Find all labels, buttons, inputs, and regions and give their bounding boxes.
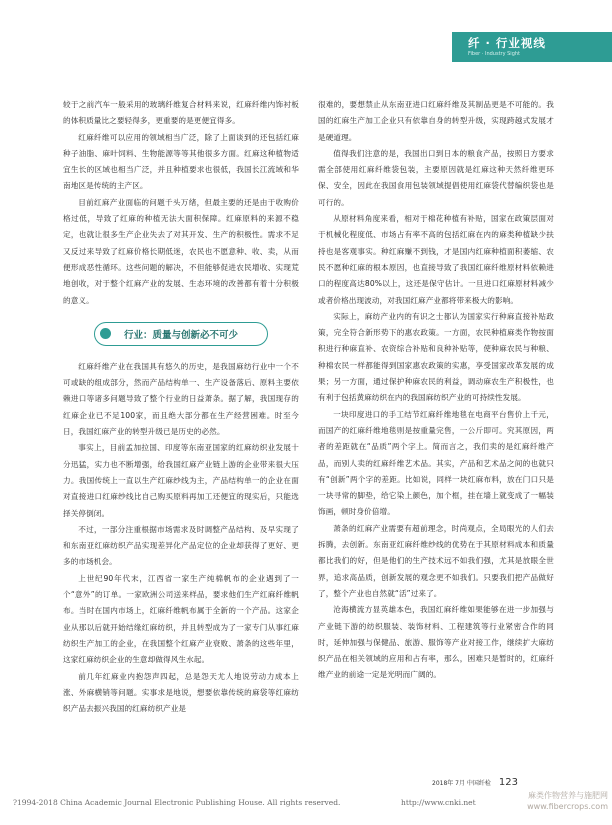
issue-date: 2018年 7月: [432, 780, 465, 787]
paragraph: 一块印度进口的手工结节红麻纤维地毯在电商平台售价上千元，而国产的红麻纤维地毯则是按重量完售，一公斤即可。究其原因，两者的差距就在“品质”两个字上。简而言之，我们卖的是红麻纤维产品，而别人卖的红麻纤维艺术品。其实，产品和艺术品之间的也就只有“创新”两个字的差距。比如说，同样一块红麻布料，放在门口只是一块寻常的脚垫，给它染上颜色，加个框，挂在墙上就变成了一幅装饰画，顿时身价倍增。: [318, 409, 554, 517]
journal-name: 中国纤检: [466, 780, 491, 787]
site-url-link[interactable]: http://www.cnki.net: [401, 798, 476, 807]
paragraph: 较于之前汽车一般采用的玻璃纤维复合材料来说，红麻纤维内饰衬板的体积质量比之要轻得多，更重要的是更便宜得多。: [63, 100, 299, 126]
section-heading-box: [94, 322, 268, 346]
section-heading: 行业：质量与创新必不可少: [123, 329, 238, 341]
paragraph: 很难的，要想禁止从东南亚进口红麻纤维及其制品更是不可能的。我国的红麻生产加工企业只有依靠自身的转型升级，实现跨越式发展才是硬道理。: [318, 100, 554, 142]
paragraph: 红麻纤维产业在我国具有悠久的历史，是我国麻纺行业中一个不可或缺的组成部分，然而产品结构单一、生产设备落后、原料主要依赖进口等诸多问题导致了整个行业的日益萧条。据了解，我国现存的红麻企业已不足100家，而且绝大部分都在生产经营困难。时至今日，我国红麻产业的转型升级已是历史的必然。: [63, 361, 299, 437]
paragraph: 从原材料角度来看，相对于棉花种植有补贴，国家在政策层面对于机械化程度低、市场占有率不高的包括红麻在内的麻类种植缺少扶持也是客观事实。种红麻赚不到钱，才是国内红麻种植面积萎缩、农民不愿种红麻的根本原因，也直接导致了我国红麻纤维原材料依赖进口的程度高达80%以上，这还是保守估计。一旦进口红麻原材料减少或者价格出现波动，对我国红麻产业都将带来极大的影响。: [318, 214, 554, 305]
article-right-column: [318, 97, 554, 684]
article-left-column: [63, 97, 299, 717]
decorative-square-icon: [470, 74, 476, 80]
paragraph: 实际上，麻纺产业内的有识之士都认为国家实行种麻直接补贴政策，完全符合新形势下的惠农政策。一方面，农民种植麻类作物按面积进行种麻直补、农资综合补贴和良种补贴等，使种麻农民与种粮、种棉农民一样都能得到国家惠农政策的实惠，享受国家改革发展的成果；另一方面，通过保护种麻农民的利益，调动麻农生产积极性，也有利于包括黄麻纺织在内的我国麻纺织产业的可持续性发展。: [318, 311, 554, 403]
paragraph: 前几年红麻业内抱怨声四起，总是怨天尤人地说劳动力成本上涨、外麻横销等问题。实事求是地说，想要依靠传统的麻袋等红麻纺织产品去振兴我国的红麻纺织产业是: [63, 671, 299, 714]
paragraph: 萧条的红麻产业需要有超前理念，时尚观点，全局眼光的人们去拆腾，去创新。东南亚红麻纤维纱线的优势在于其原材料成本和质量都比我们的好，但是他们的生产技术远不如我们强，尤其是放眼全世界，追求高品质，创新发展的观念更不如我们。只要我们把产品做好了，整个产业也自然就“活”过来了。: [318, 523, 554, 598]
copyright-text: ?1994-2018 China Academic Journal Electronic Publishing House. All rights reserved.: [13, 798, 341, 807]
paragraph: 事实上，目前孟加拉国、印度等东南亚国家的红麻纺织业发展十分迅猛，实力也不断增强，给我国红麻产业链上游的企业带来很大压力。我国传统上一直以生产红麻纱线为主，产品结构单一的企业在面对直接进口红麻纱线比自己购买原料再加工还便宜的现实后，只能选择关停倒闭。: [63, 443, 299, 518]
paragraph: 红麻纤维可以应用的领域相当广泛，除了上面谈到的还包括红麻种子油脂、麻叶饲料、生物能源等等其他很多方面。红麻这种植物适宜生长的区域也相当广泛，并且种植要求也很低，我国长江流域和华南地区是传统的主产区。: [63, 132, 299, 191]
page-number: 123: [498, 777, 518, 788]
paragraph: 值得我们注意的是，我国出口到日本的粮食产品，按照日方要求需全部使用红麻纤维袋包装，主要原因就是红麻这种天然纤维更环保、安全，因此在我国食用包装领域提倡使用红麻袋代替编织袋也是可行的。: [318, 148, 554, 207]
paragraph: 目前红麻产业面临的问题千头万绪，但最主要的还是由于收购价格过低，导致了红麻的种植无法大面积保障。红麻原料的来源不稳定，也就让很多生产企业失去了对其开发、生产的积极性。需求不足又反过来导致了红麻价格长期低迷，农民也不愿意种、收、卖，从而便形成恶性循环。这些问题的解决，不但能够促进农民增收、实现荒地创收，对于整个红麻产业的发展、生态环境的改善都有着十分积极的意义。: [63, 197, 299, 305]
section-header-title: 纤 · 行业视线: [468, 36, 546, 50]
watermark: 麻类作物营养与施肥网 www.fibercrops.com: [527, 791, 608, 811]
bullet-dot-icon: [100, 328, 111, 339]
paragraph: 沧海横流方显英雄本色，我国红麻纤维如果能够在进一步加强与产业链下游的纺织服装、装饰材料、工程建筑等行业紧密合作的同时，延伸加强与保健品、旅游、服饰等产业对接工作，继续扩大麻纺织产品在相关领域的应用和占有率，那么，困难只是暂时的，红麻纤维产业的前途一定是光明而广阔的。: [318, 605, 554, 680]
paragraph: 不过，一部分注重根据市场需求及时调整产品结构、及早实现了和东南亚红麻纺织产品实现差异化产品定位的企业却获得了更好、更多的市场机会。: [63, 524, 299, 567]
page-folio: [432, 777, 518, 788]
paragraph: 上世纪90年代末，江西省一家生产纯棉帆布的企业遇到了一个“意外”的订单。一家欧洲公司送来样品，要求他们生产红麻纤维帆布。当时在国内市场上，红麻纤维帆布属于全新的一个产品。这家企业从那以后就开始结缘红麻纺织，并且转型成为了一家专门从事红麻纺织生产加工的企业，在我国整个红麻产业衰败、萧条的这些年里，这家红麻纺织企业的生意却做得风生水起。: [63, 573, 299, 665]
decorative-square-icon: [470, 84, 476, 90]
section-header-subtitle: Fiber · Industry Sight: [468, 51, 520, 57]
